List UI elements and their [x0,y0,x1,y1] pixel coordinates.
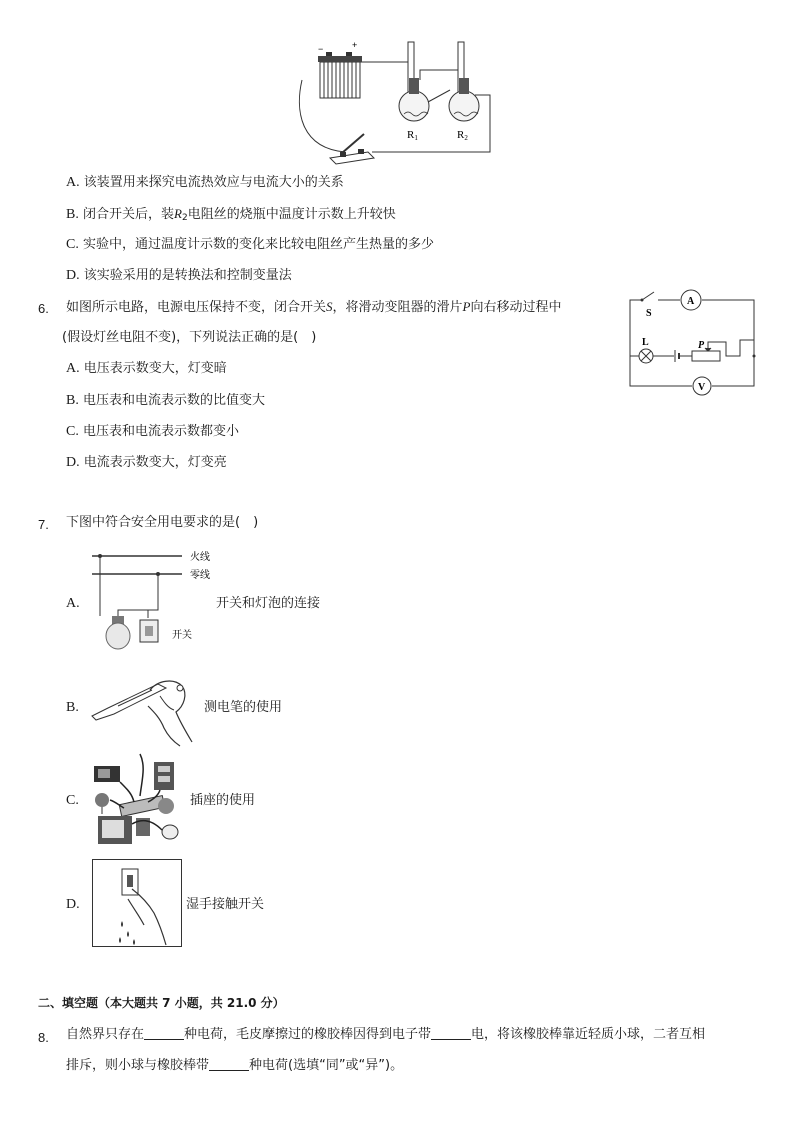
option-text-pre: 闭合开关后，装 [82,207,174,222]
fan-icon [95,793,109,814]
battery-minus: − [318,44,324,54]
var-s: S [326,299,333,314]
tv-icon [98,816,132,844]
q6-option-c [66,423,239,441]
live-wire-label: 火线 [190,552,210,563]
ammeter-label: A [687,296,695,307]
answer-blank[interactable] [431,1026,471,1040]
option-text-post: 电阻丝的烧瓶中温度计示数上升较快 [187,207,396,222]
q8-text: 种电荷，毛皮摩擦过的橡胶棒因得到电子带 [184,1027,432,1042]
q7-option-c-letter: C. [66,793,79,808]
q6-stem-part: 如图所示电路，电源电压保持不变，闭合开关 [66,300,327,315]
q5-option-c [66,236,434,254]
option-letter: B. [66,207,79,222]
q6-stem-part: ，将滑动变阻器的滑片 [332,300,463,315]
battery-icon [675,350,679,362]
option-letter: D. [66,455,80,470]
q8-line2 [66,1057,403,1075]
var-r: R [174,206,182,221]
option-text: 电压表和电流表示数都变小 [82,424,239,439]
option-letter: C. [66,424,79,439]
option-letter: D. [66,268,80,283]
answer-blank[interactable] [144,1026,184,1040]
q7-stem: 下图中符合安全用电要求的是( ) [66,515,259,530]
q8-text: 自然界只存在 [66,1027,145,1042]
q8-text: 种电荷(选填“同”或“异”)。 [249,1058,404,1073]
option-text: 电压表和电流表示数的比值变大 [82,393,265,408]
q7-option-d-letter: D. [66,897,80,912]
q8-number: 8. [38,1030,49,1045]
option-text: 该装置用来探究电流热效应与电流大小的关系 [83,175,344,190]
var-p: P [462,299,471,314]
q8-text: 排斥，则小球与橡胶棒带 [66,1058,210,1073]
q7-a-wiring-figure [90,548,215,656]
bulb-icon [106,616,130,649]
q6-number: 6. [38,301,49,316]
q6-option-d [66,454,227,472]
lamp-label: L [642,337,649,348]
section-title: 二、填空题（本大题共 7 小题，共 21.0 分） [38,996,285,1010]
battery-plus: + [352,40,358,50]
q7-number: 7. [38,517,49,532]
switch-label: S [646,308,652,319]
slider-label: P [698,340,705,351]
switch-icon [140,620,158,642]
knife-switch-icon [330,134,374,164]
battery-icon [318,52,362,98]
q6-stem-line1 [66,298,562,317]
var-sub: 2 [181,213,188,223]
switch-label: 开关 [172,630,192,641]
q7-option-b-letter: B. [66,700,79,715]
q7-b-test-pen-figure [88,666,198,746]
q6-stem-part: 向右移动过程中 [470,300,562,315]
q7-option-b-text: 测电笔的使用 [204,700,283,715]
q6-circuit-figure [622,288,762,400]
option-text: 该实验采用的是转换法和控制变量法 [83,268,292,283]
answer-blank[interactable] [209,1057,249,1071]
neutral-wire-label: 零线 [190,570,210,581]
option-text: 实验中，通过温度计示数的变化来比较电阻丝产生热量的多少 [82,237,434,252]
appliance-icon [154,762,174,790]
option-letter: C. [66,237,79,252]
q7-d-wet-hand-figure [92,859,182,947]
flask-r2-icon [449,42,479,121]
option-letter: A. [66,361,80,376]
option-letter: A. [66,175,80,190]
q6-stem-line2: (假设灯丝电阻不变)，下列说法正确的是( ) [62,330,317,345]
q7-option-c-text: 插座的使用 [190,793,256,808]
option-text: 电流表示数变大，灯变亮 [83,455,227,470]
q5-circuit-figure [290,40,510,165]
q7-option-a-text: 开关和灯泡的连接 [216,596,321,611]
kettle-icon [162,825,178,839]
lamp-icon [639,349,653,363]
q6-option-b [66,392,265,410]
q5-option-d [66,267,292,285]
q7-c-overloaded-socket-figure [90,750,185,848]
appliance-icon [158,798,174,814]
test-pen-icon [92,684,166,720]
q5-option-b [66,205,396,227]
r2-label: R2 [457,129,468,142]
q8-text: 电，将该橡胶棒靠近轻质小球，二者互相 [471,1027,706,1042]
q5-option-a [66,174,344,192]
option-text: 电压表示数变大，灯变暗 [83,361,227,376]
q8-line1 [66,1026,705,1044]
flask-r1-icon [399,42,429,121]
appliance-icon [94,766,120,782]
q7-option-a-letter: A. [66,596,80,611]
power-strip-icon [119,796,165,817]
q7-option-d-text: 湿手接触开关 [186,897,265,912]
q6-option-a [66,360,227,378]
voltmeter-label: V [698,382,706,393]
option-letter: B. [66,393,79,408]
r1-label: R1 [407,129,418,142]
